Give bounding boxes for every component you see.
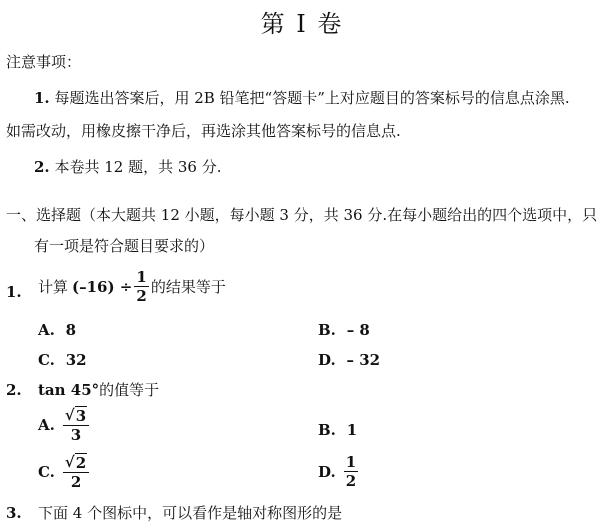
- option-d-denominator: 2: [345, 472, 357, 490]
- question-1-fraction-denominator: 2: [136, 287, 147, 305]
- question-1-stem: [38, 268, 226, 305]
- question-1-option-c[interactable]: [38, 350, 87, 370]
- radicand: 3: [75, 407, 87, 425]
- question-1-option-b[interactable]: [318, 320, 370, 340]
- question-2-stem: [38, 380, 159, 400]
- question-1-number: [6, 282, 22, 302]
- section-heading-line-2: 有一项是符合题目要求的）: [34, 237, 215, 255]
- question-1-prefix: 计算: [38, 277, 69, 296]
- question-1-fraction-numerator: 1: [136, 268, 147, 286]
- option-a-denominator: 3: [70, 426, 82, 444]
- question-3-stem: 下面 4 个图标中，可以看作是轴对称图形的是: [38, 504, 343, 522]
- notes-heading: 注意事项：: [6, 53, 82, 71]
- option-label: B.: [318, 321, 336, 339]
- option-value: 8: [65, 321, 77, 339]
- option-c-denominator: 2: [70, 473, 82, 491]
- question-2-option-b[interactable]: [318, 420, 357, 440]
- option-a-numerator: [63, 406, 89, 426]
- option-label: C.: [38, 463, 55, 481]
- question-2-option-a[interactable]: [38, 406, 91, 444]
- question-1-option-a[interactable]: [38, 320, 76, 340]
- question-3-num-label: 3.: [6, 504, 22, 522]
- option-label: C.: [38, 351, 55, 369]
- question-1-option-d[interactable]: [318, 350, 380, 370]
- option-value: 32: [65, 351, 87, 369]
- question-1-fraction: [134, 268, 148, 305]
- option-a-fraction: [63, 406, 89, 444]
- page-title: 第 I 卷: [260, 10, 344, 38]
- radicand: 2: [75, 454, 87, 472]
- option-label: D.: [318, 462, 336, 481]
- option-d-fraction: [344, 453, 358, 490]
- option-label: B.: [318, 421, 336, 439]
- note-item-1: [34, 88, 570, 108]
- option-d-numerator: 1: [345, 453, 357, 471]
- question-2-option-d[interactable]: [318, 453, 360, 490]
- option-c-numerator: [63, 453, 89, 473]
- option-c-fraction: [63, 453, 89, 491]
- question-2-num-label: 2.: [6, 381, 22, 399]
- sqrt-symbol: [65, 453, 87, 472]
- note-item-1-continuation: 如需改动，用橡皮擦干净后，再选涂其他答案标号的信息点.: [6, 122, 401, 140]
- question-2-suffix: 的值等于: [99, 381, 160, 399]
- question-1-suffix: 的结果等于: [150, 277, 226, 296]
- option-value: 1: [346, 421, 358, 439]
- note-item-1-number: 1.: [34, 89, 50, 107]
- question-1-num-label: 1.: [6, 283, 22, 301]
- note-item-2: [34, 157, 221, 177]
- option-value: – 8: [346, 321, 370, 339]
- question-2-expression: tan 45°: [38, 381, 100, 399]
- question-1-expression: (–16) ÷: [72, 277, 133, 296]
- note-item-2-text: 本卷共 12 题，共 36 分.: [54, 158, 222, 176]
- radical-sign: √: [64, 453, 75, 471]
- option-value: – 32: [346, 351, 381, 369]
- option-label: A.: [38, 321, 55, 339]
- option-label: D.: [318, 351, 336, 369]
- sqrt-symbol: [65, 406, 87, 425]
- section-heading-line-1: 一、选择题（本大题共 12 小题，每小题 3 分，共 36 分.在每小题给出的四个选项中，只: [6, 206, 598, 224]
- question-3-number: [6, 503, 22, 523]
- note-item-2-number: 2.: [34, 158, 50, 176]
- note-item-1-text: 每题选出答案后，用 2B 铅笔把“答题卡”上对应题目的答案标号的信息点涂黑.: [54, 89, 570, 107]
- question-2-number: [6, 380, 22, 400]
- radical-sign: √: [64, 406, 75, 424]
- question-2-option-c[interactable]: [38, 453, 91, 491]
- option-label: A.: [38, 416, 55, 434]
